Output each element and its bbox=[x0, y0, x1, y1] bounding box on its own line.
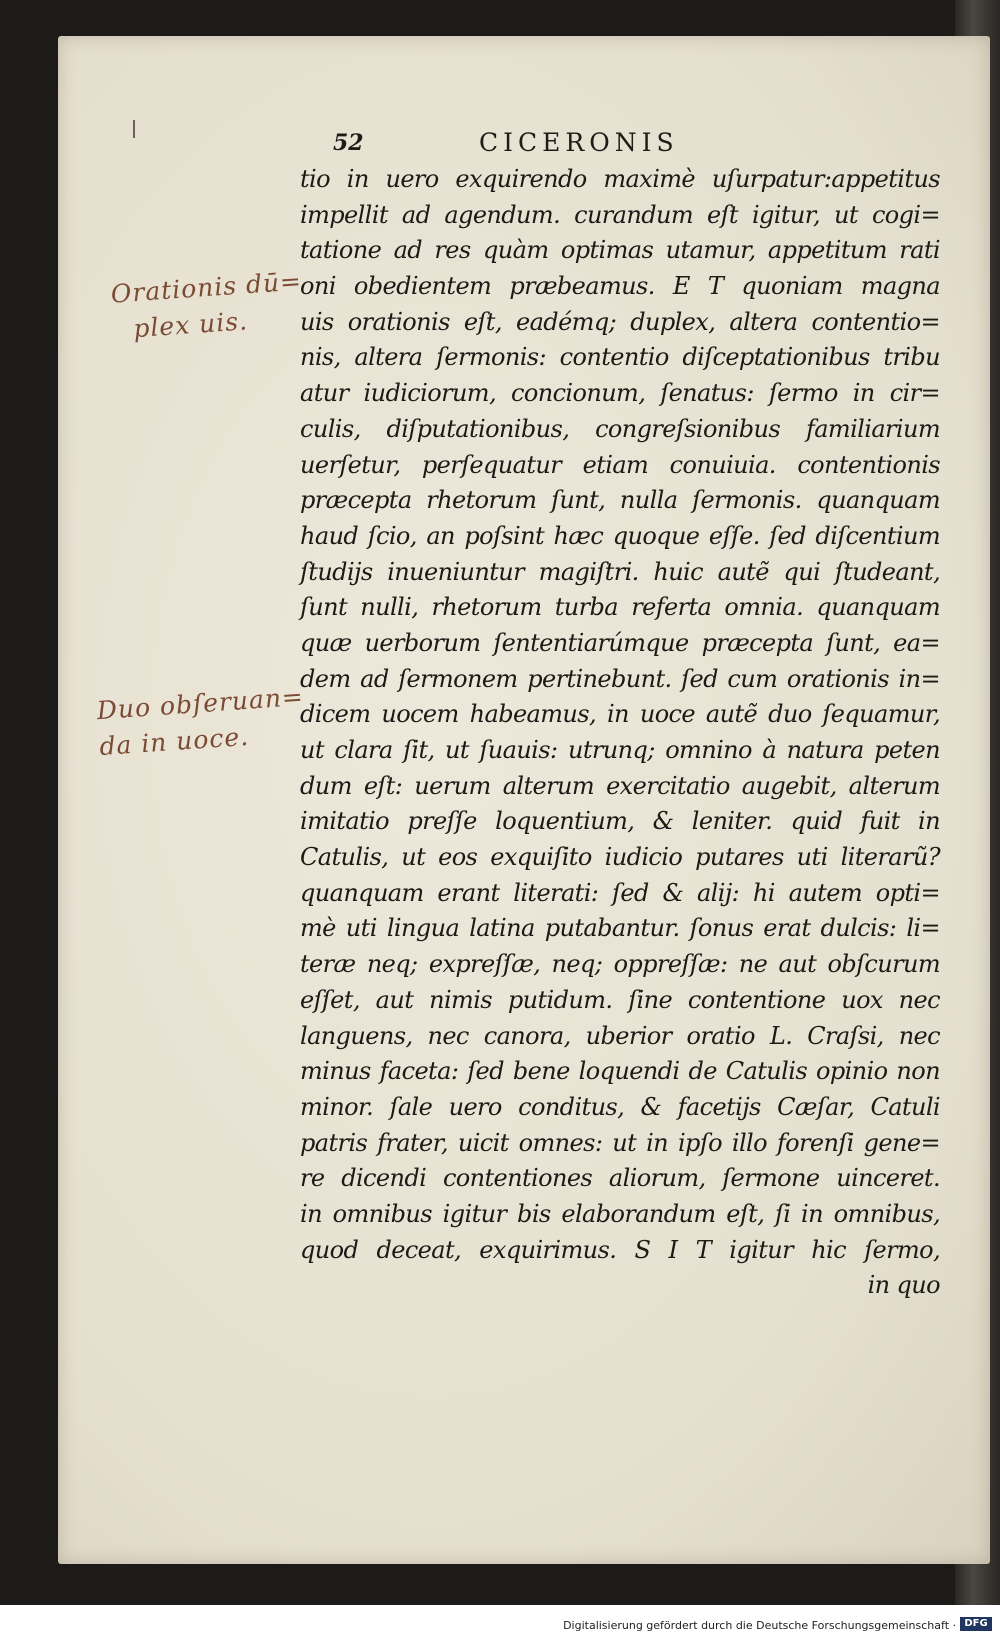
text-line: ſunt nulli, rhetorum turba referta omnia. quanquam bbox=[300, 593, 940, 622]
text-line: minor. ſale uero conditus, & facetijs Cæſar, Catuli bbox=[300, 1092, 940, 1121]
marginal-note-line: Duo obſeruan= bbox=[95, 681, 305, 726]
text-line: minus faceta: ſed bene loquendi de Catulis opinio non bbox=[300, 1057, 940, 1086]
text-line: quod deceat, exquirimus. S I T igitur hic ſermo, bbox=[300, 1235, 940, 1264]
text-line: mè uti lingua latina putabantur. ſonus erat dulcis: li= bbox=[300, 914, 940, 943]
marginal-note-line: da in uoce. bbox=[98, 721, 250, 762]
text-line: ſtudijs inueniuntur magiſtri. huic autẽ qui ſtudeant, bbox=[300, 557, 940, 586]
body-text bbox=[300, 162, 940, 1304]
text-line: uis orationis eſt, eadémq; duplex, altera contentio= bbox=[300, 307, 940, 336]
page-number: 52 bbox=[333, 130, 364, 156]
text-line: Catulis, ut eos exquiſito iudicio putares uti literarũ? bbox=[300, 843, 940, 872]
text-line: eſſet, aut nimis putidum. ſine contentione uox nec bbox=[300, 985, 940, 1014]
text-line: impellit ad agendum. curandum eſt igitur, ut cogi= bbox=[300, 200, 940, 229]
text-line: ut clara ſit, ut ſuauis: utrunq; omnino à natura peten bbox=[300, 736, 940, 764]
text-line: culis, diſputationibus, congreſsionibus familiarium bbox=[300, 414, 940, 443]
marginal-note-oration bbox=[110, 263, 306, 348]
text-line: tio in uero exquirendo maximè uſurpatur:appetitus bbox=[300, 165, 940, 193]
text-line: dem ad ſermonem pertinebunt. ſed cum orationis in= bbox=[300, 664, 940, 693]
marginal-note-voice bbox=[96, 679, 308, 765]
text-line: quanquam erant literati: ſed & alij: hi autem opti= bbox=[300, 878, 940, 907]
text-line: haud ſcio, an poſsint hæc quoque eſſe. ſed diſcentium bbox=[300, 521, 940, 550]
text-line: oni obedientem præbeamus. E T quoniam magna bbox=[300, 272, 940, 301]
running-head: CICERONIS bbox=[479, 128, 679, 157]
text-line: dicem uocem habeamus, in uoce autẽ duo ſequamur, bbox=[300, 700, 940, 729]
footer-credit: Digitalisierung gefördert durch die Deutsche Forschungsgemeinschaft · bbox=[563, 1619, 956, 1632]
text-line: atur iudiciorum, concionum, ſenatus: ſermo in cir= bbox=[300, 379, 940, 408]
text-line: imitatio preſſe loquentium, & leniter. quid fuit in bbox=[300, 807, 940, 836]
marginal-note-line: plex uis. bbox=[132, 306, 249, 344]
text-line: teræ neq; expreſſæ, neq; oppreſſæ: ne aut obſcurum bbox=[300, 950, 940, 979]
catchword-line: in quo bbox=[867, 1271, 940, 1300]
text-line: quæ uerborum ſententiarúmque præcepta ſunt, ea= bbox=[300, 628, 940, 657]
text-line: re dicendi contentiones aliorum, ſermone uinceret. bbox=[300, 1164, 940, 1193]
text-line: languens, nec canora, uberior oratio L. Craſsi, nec bbox=[300, 1021, 940, 1050]
text-line: uerſetur, perſequatur etiam conuiuia. contentionis bbox=[300, 450, 940, 479]
text-line: tatione ad res quàm optimas utamur, appetitum rati bbox=[300, 236, 940, 265]
text-line: in omnibus igitur bis elaborandum eſt, ſi in omnibus, bbox=[300, 1199, 940, 1228]
margin-tick-mark bbox=[133, 120, 135, 138]
text-line: præcepta rhetorum ſunt, nulla ſermonis. quanquam bbox=[300, 486, 940, 515]
dfg-logo: DFG bbox=[960, 1617, 992, 1631]
text-line: dum eſt: uerum alterum exercitatio augebit, alterum bbox=[300, 771, 940, 800]
marginal-note-line: Orationis dū= bbox=[109, 266, 303, 309]
text-line: patris frater, uicit omnes: ut in ipſo illo forenſi gene= bbox=[300, 1128, 940, 1157]
text-line: nis, altera ſermonis: contentio diſceptationibus tribu bbox=[300, 343, 940, 372]
